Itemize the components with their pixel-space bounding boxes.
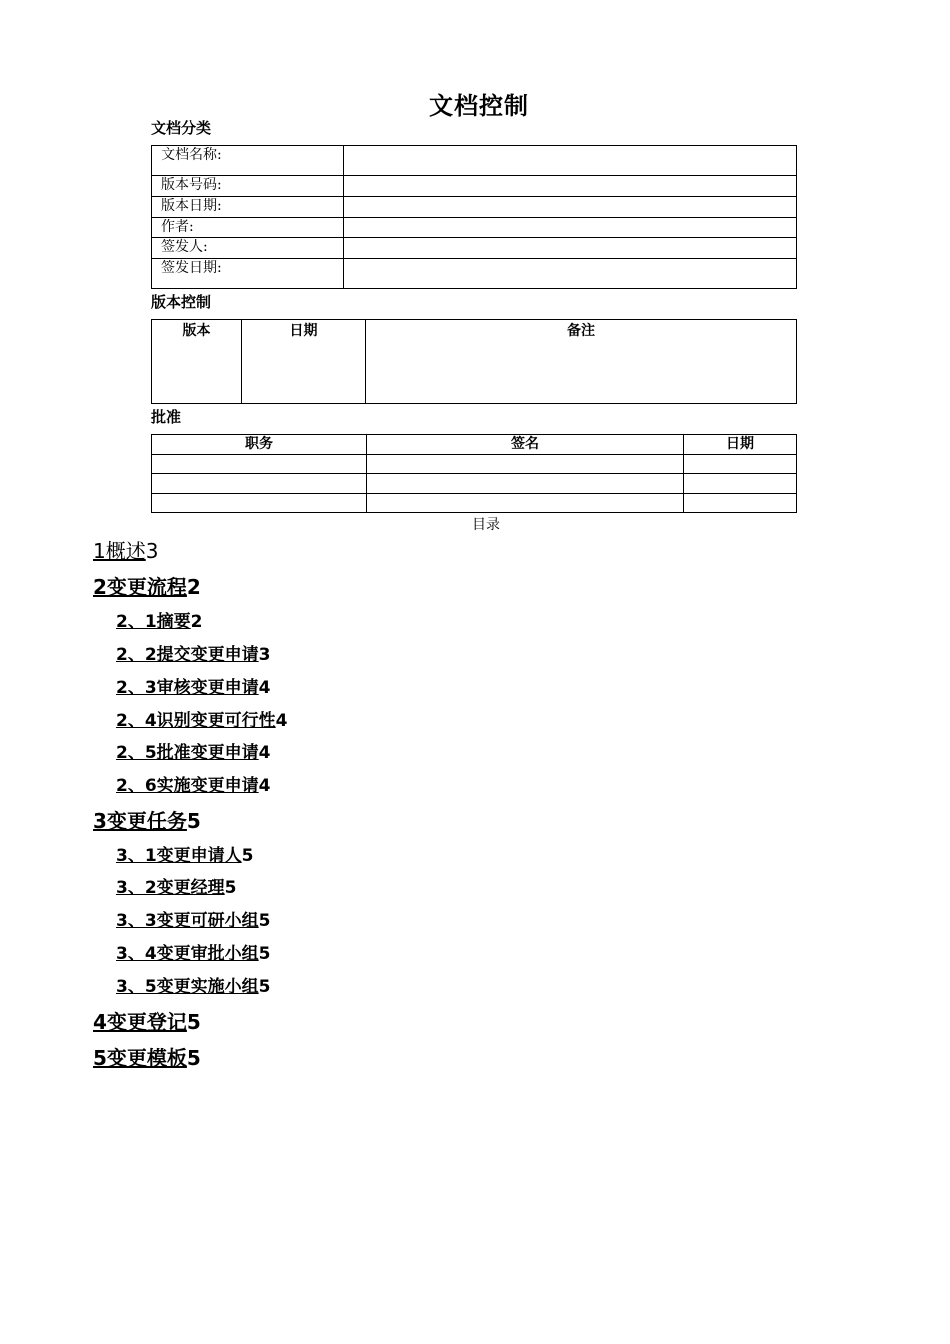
value-author[interactable] — [344, 218, 797, 238]
table-row — [152, 238, 797, 259]
col-header-date: 日期 — [242, 320, 366, 404]
toc-entry-2-6[interactable] — [116, 771, 271, 796]
version-control-table — [151, 319, 797, 404]
toc-page-number: 5 — [258, 911, 271, 931]
toc-entry-3-3[interactable] — [116, 906, 271, 931]
toc-entry-text[interactable]: 2、3审核变更申请 — [116, 678, 259, 698]
toc-title: 目录 — [472, 517, 500, 533]
value-issue-date[interactable] — [344, 259, 797, 289]
toc-entry-text[interactable]: 2、2提交变更申请 — [116, 645, 259, 665]
toc-page-number: 5 — [258, 977, 271, 997]
table-row — [152, 259, 797, 289]
toc-entry-3-5[interactable] — [116, 972, 271, 997]
toc-page-number: 2 — [190, 612, 203, 632]
toc-entry-2-4[interactable] — [116, 706, 288, 731]
toc-page-number: 3 — [258, 645, 271, 665]
toc-page-number: 4 — [258, 743, 271, 763]
approval-heading: 批准 — [151, 408, 182, 426]
toc-entry-5[interactable] — [93, 1042, 201, 1071]
table-cell[interactable] — [367, 474, 684, 494]
toc-entry-text[interactable]: 2、1摘要 — [116, 612, 191, 632]
label-version-date: 版本日期: — [152, 197, 344, 218]
table-row — [152, 176, 797, 197]
table-row — [152, 320, 797, 404]
toc-entry-text[interactable]: 3、3变更可研小组 — [116, 911, 259, 931]
toc-page-number: 5 — [186, 809, 201, 833]
col-header-signature: 签名 — [367, 435, 684, 455]
toc-entry-1[interactable] — [93, 535, 158, 564]
toc-entry-2-2[interactable] — [116, 640, 271, 665]
table-row — [152, 218, 797, 238]
toc-page-number: 5 — [258, 944, 271, 964]
col-header-position: 职务 — [152, 435, 367, 455]
label-author: 作者: — [152, 218, 344, 238]
col-header-remarks: 备注 — [366, 320, 797, 404]
document-title: 文档控制 — [429, 92, 529, 120]
toc-page-number: 5 — [241, 846, 254, 866]
table-cell[interactable] — [152, 474, 367, 494]
toc-page-number: 5 — [224, 878, 237, 898]
value-issuer[interactable] — [344, 238, 797, 259]
table-cell[interactable] — [152, 494, 367, 513]
toc-page-number: 3 — [145, 539, 159, 563]
toc-entry-text[interactable]: 3、5变更实施小组 — [116, 977, 259, 997]
toc-entry-3-4[interactable] — [116, 939, 271, 964]
col-header-approval-date: 日期 — [684, 435, 797, 455]
toc-entry-3-2[interactable] — [116, 873, 237, 898]
toc-entry-4[interactable] — [93, 1006, 201, 1035]
table-cell[interactable] — [367, 455, 684, 474]
table-row — [152, 474, 797, 494]
label-issue-date: 签发日期: — [152, 259, 344, 289]
toc-entry-text[interactable]: 2、6实施变更申请 — [116, 776, 259, 796]
table-cell[interactable] — [152, 455, 367, 474]
toc-entry-3-1[interactable] — [116, 841, 254, 866]
value-version-number[interactable] — [344, 176, 797, 197]
toc-entry-2-5[interactable] — [116, 738, 271, 763]
table-cell[interactable] — [684, 455, 797, 474]
toc-entry-text[interactable]: 2、5批准变更申请 — [116, 743, 259, 763]
toc-entry-text[interactable]: 4变更登记 — [93, 1010, 187, 1034]
value-version-date[interactable] — [344, 197, 797, 218]
table-cell[interactable] — [367, 494, 684, 513]
toc-page-number: 5 — [186, 1010, 201, 1034]
label-issuer: 签发人: — [152, 238, 344, 259]
toc-entry-2-1[interactable] — [116, 607, 203, 632]
table-row — [152, 146, 797, 176]
toc-page-number: 4 — [275, 711, 288, 731]
approval-table — [151, 434, 797, 513]
toc-page-number: 4 — [258, 678, 271, 698]
table-row — [152, 455, 797, 474]
table-row — [152, 197, 797, 218]
col-header-version: 版本 — [152, 320, 242, 404]
table-row — [152, 494, 797, 513]
table-cell[interactable] — [684, 474, 797, 494]
label-version-number: 版本号码: — [152, 176, 344, 197]
value-doc-name[interactable] — [344, 146, 797, 176]
version-control-heading: 版本控制 — [151, 293, 212, 311]
toc-entry-2[interactable] — [93, 571, 201, 600]
toc-entry-text[interactable]: 3、4变更审批小组 — [116, 944, 259, 964]
toc-entry-text[interactable]: 2变更流程 — [93, 575, 187, 599]
toc-page-number: 2 — [186, 575, 201, 599]
label-doc-name: 文档名称: — [152, 146, 344, 176]
toc-entry-3[interactable] — [93, 805, 201, 834]
classification-heading: 文档分类 — [151, 119, 212, 137]
toc-entry-text[interactable]: 1概述 — [93, 539, 146, 563]
table-row — [152, 435, 797, 455]
classification-table — [151, 145, 797, 289]
table-cell[interactable] — [684, 494, 797, 513]
toc-entry-text[interactable]: 5变更模板 — [93, 1046, 187, 1070]
toc-entry-text[interactable]: 2、4识别变更可行性 — [116, 711, 276, 731]
toc-entry-text[interactable]: 3、2变更经理 — [116, 878, 225, 898]
toc-entry-2-3[interactable] — [116, 673, 271, 698]
toc-page-number: 4 — [258, 776, 271, 796]
toc-entry-text[interactable]: 3变更任务 — [93, 809, 187, 833]
toc-page-number: 5 — [186, 1046, 201, 1070]
toc-entry-text[interactable]: 3、1变更申请人 — [116, 846, 242, 866]
